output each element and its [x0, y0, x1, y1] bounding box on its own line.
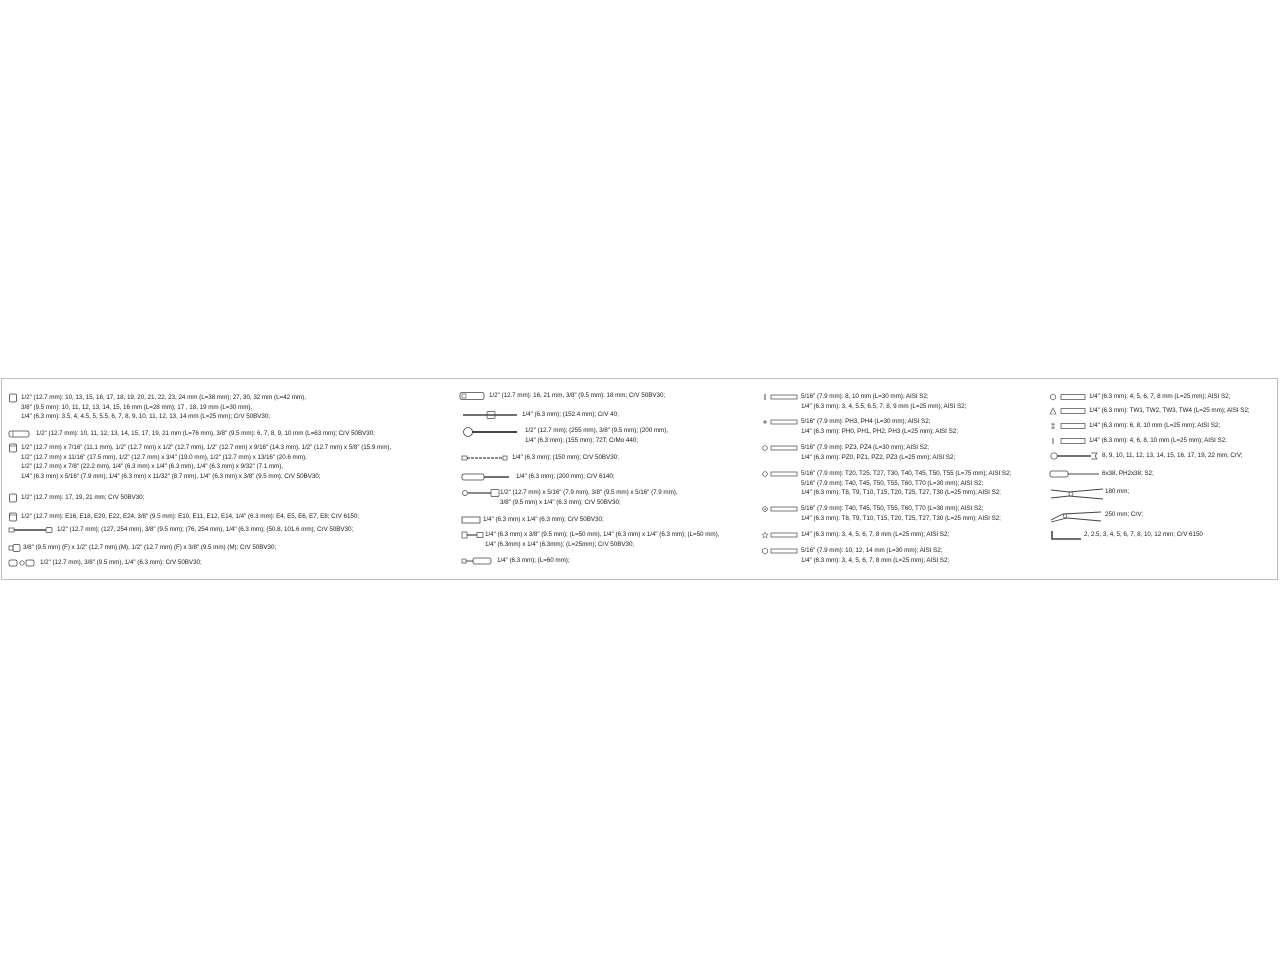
hex-bit-icon [762, 546, 800, 556]
short-socket-icon [8, 393, 18, 403]
spec-line: 1/2" (12.7 mm) x 7/16" (11.1 mm), 1/2" (12.7 mm) x 1/2" (12.7 mm), 1/2" (12.7 mm) x 9/16" (14.3 mm), 1/2" (12.7 mm) x 5/8" (15.9 mm), [21, 444, 392, 451]
spec-line: 1/4" (6.3 mm): T8, T9, T10, T15, T20, T25, T27, T30 (L=25 mm); AISI S2; [801, 489, 1001, 497]
pozidriv-bit-icon [762, 443, 800, 453]
spec-line: 1/4" (6.3 mm): 4, 6, 8, 10 mm (L=25 mm); AISI S2; [1089, 437, 1227, 444]
spec-line: 8, 9, 10, 11, 12, 13, 14, 15, 16, 17, 19, 22 mm; CrV; [1102, 452, 1243, 459]
tamper-torx-bit-icon [762, 504, 800, 514]
spec-line: 1/4" (6.3 mm): 3, 4, 5, 6, 7, 8 mm (L=25 mm); AISI S2; [801, 556, 950, 564]
spec-line: 1/2" (12.7 mm); (255 mm), 3/8" (9.5 mm); (200 mm), [525, 427, 668, 434]
spec-line: 1/2" (12.7 mm) x 7/8" (22.2 mm), 1/4" (6.3 mm) x 1/4" (6.3 mm), 1/4" (6.3 mm) x 9/32" (7.1 mm), [21, 463, 284, 471]
spline-bit-icon [762, 530, 800, 540]
spec-line: 1/4" (6.3 mm); (150 mm); CrV 50BV30; [512, 454, 619, 461]
spec-line: 1/4" (6.3 mm): TW1, TW2, TW3, TW4 (L=25 mm); AISI S2; [1089, 407, 1250, 414]
spec-line: 1/2" (12.7 mm): 10, 11, 12, 13, 14, 15, 17, 19, 21 mm (L=76 mm), 3/8" (9.5 mm): 6, 7, 8, 9, 10 mm (L=63 mm); CrV 50BV30; [36, 430, 375, 437]
spec-line: 3/8" (9.5 mm): 10, 11, 12, 13, 14, 15, 16 mm (L=28 mm); 17 , 18, 19 mm (L=30 mm), [21, 403, 253, 411]
spec-line: 1/4" (6.3 mm) x 5/16" (7.9 mm), 1/4" (6.3 mm) x 11/32" (8.7 mm), 1/4" (6.3 mm) x 3/8" (9.5 mm); CrV 50BV30; [21, 472, 321, 480]
spanner-bit-icon [1049, 421, 1089, 431]
spec-line: 1/4" (6.3 mm); (152.4 mm); CrV 40; [522, 411, 619, 418]
spec-line: 2, 2.5, 3, 4, 5, 6, 7, 8, 10, 12 mm; CrV 6150 [1084, 531, 1203, 538]
spec-line: 1/4" (6.3 mm); (200 mm); CrV 6140; [516, 473, 615, 480]
spec-line: 5/16" (7.9 mm): 8, 10 mm (L=30 mm); AISI S2; [801, 393, 929, 400]
spark-plug-socket-icon [459, 391, 487, 401]
spec-line: 250 mm; CrV; [1105, 511, 1144, 518]
spec-line: 5/16" (7.9 mm): T40, T45, T50, T55, T60, T70 (L=30 mm); AISI S2; [801, 479, 984, 487]
adapter-icon [8, 543, 22, 553]
extension-bar-icon [8, 525, 54, 535]
screwdriver-icon [1049, 469, 1103, 479]
torx-socket-icon [8, 512, 18, 522]
spec-line: 1/4" (6.3 mm); (155 mm); 72T; CrMo 440; [525, 436, 638, 444]
t-bar-icon [461, 410, 519, 420]
spec-line: 5/16" (7.9 mm): 10, 12, 14 mm (L=30 mm); AISI S2; [801, 547, 943, 554]
spec-line: 1/4" (6.3 mm) x 1/4" (6.3 mm); CrV 50BV30; [483, 516, 604, 523]
impact-socket-icon [8, 493, 18, 503]
deep-socket-icon [8, 429, 32, 439]
universal-joint-icon [8, 558, 38, 568]
spec-line: 1/4" (6.3 mm): PZ0, PZ1, PZ2, PZ3 (L=25 mm); AISI S2; [801, 453, 956, 461]
spec-line: 1/4" (6.3 mm): 6, 8, 10 mm (L=25 mm); AISI S2; [1089, 422, 1220, 429]
pliers-icon [1049, 487, 1105, 497]
spec-line: 5/16" (7.9 mm): T40, T45, T50, T55, T60, T70 (L=30 mm); AISI S2; [801, 505, 984, 512]
spec-line: 3/8" (9.5 mm) x 1/4" (6.3 mm); CrV 50BV30; [500, 498, 621, 506]
spec-line: 1/4" (6.3 mm); (L=60 mm); [497, 557, 570, 564]
spec-line: 3/8" (9.5 mm) (F) x 1/2" (12.7 mm) (M), 1/2" (12.7 mm) (F) x 3/8" (9.5 mm) (M); CrV 50BV30; [23, 544, 277, 551]
spec-line: 1/2" (12.7 mm): 16, 21 mm, 3/8" (9.5 mm): 18 mm; CrV 50BV30; [489, 392, 666, 399]
spec-line: 6x38, PH2x38; S2; [1102, 470, 1154, 477]
reducer-adapter-icon [461, 488, 501, 498]
flex-extension-icon [461, 453, 509, 463]
spec-line: 1/4" (6.3 mm): 3.5, 4, 4.5, 5, 5.5, 6, 7, 8, 9, 10, 11, 12, 13, 14 mm (L=25 mm); CrV 50BV30; [21, 413, 270, 421]
spec-line: 1/2" (12.7 mm), 3/8" (9.5 mm), 1/4" (6.3 mm); CrV 50BV30; [40, 559, 202, 566]
spinner-handle-icon [461, 472, 513, 482]
screwdriver-handle-icon [461, 556, 495, 566]
spec-line: 1/2" (12.7 mm): E16, E18, E20, E22, E24, 3/8" (9.5 mm): E10, E11, E12, E14, 1/4" (6.3 mm): E4, E5, E6, E7, E8; CrV 6150; [21, 513, 359, 520]
torx-bit-icon [762, 469, 800, 479]
spec-line: 1/4" (6.3 mm): 3, 4, 5, 6, 7, 8 mm (L=25 mm); AISI S2; [801, 531, 950, 538]
hex-socket-bit-icon [1049, 392, 1089, 402]
spec-line: 5/16" (7.9 mm): T20, T25, T27, T30, T40, T45, T50, T55 (L=75 mm); AISI S2; [801, 470, 1012, 477]
spec-line: 1/2" (12.7 mm) x 5/16" (7.9 mm), 3/8" (9.5 mm) x 5/16" (7.9 mm), [500, 489, 678, 496]
spec-line: 1/2" (12.7 mm): 10, 13, 15, 16, 17, 18, 19, 20, 21, 22, 23, 24 mm (L=38 mm); 27, 30, 32 mm (L=42 mm), [21, 394, 306, 401]
spec-line: 1/2" (12.7 mm); (127, 254 mm), 3/8" (9.5 mm); (76, 254 mm), 1/4" (6.3 mm); (50.8, 101.6 mm); CrV 50BV30; [57, 526, 354, 533]
tri-wing-bit-icon [1049, 406, 1089, 416]
spec-line: 1/4" (6.3mm) x 1/4" (6.3mm); (L=25mm); CrV 50BV30; [485, 540, 635, 548]
bit-adapter-icon [461, 515, 483, 525]
water-pump-pliers-icon [1049, 510, 1105, 520]
spec-line: 1/2" (12.7 mm): 17, 19, 21 mm; CrV 50BV30; [21, 494, 145, 501]
inch-socket-icon [8, 443, 18, 453]
spec-line: 1/2" (12.7 mm) x 11/16" (17.5 mm), 1/2" (12.7 mm) x 3/4" (19.0 mm), 1/2" (12.7 mm) x 13/16" (20.6 mm), [21, 453, 307, 461]
tool-set-contents-panel [1, 378, 1278, 580]
bit-holder-icon [461, 530, 485, 540]
spec-line: 1/4" (6.3 mm): 4, 5, 6, 7, 8 mm (L=25 mm); AISI S2; [1089, 393, 1231, 400]
combination-wrench-icon [1049, 451, 1101, 461]
ratchet-icon [461, 426, 521, 436]
spec-line: 1/4" (6.3 mm): T8, T9, T10, T15, T20, T25, T27, T30 (L=25 mm); AISI S2; [801, 514, 1001, 522]
spec-line: 1/4" (6.3 mm) x 3/8" (9.5 mm); (L=50 mm), 1/4" (6.3 mm) x 1/4" (6.3 mm); (L=50 mm), [485, 531, 720, 538]
slotted-bit-icon [1049, 436, 1089, 446]
spec-line: 180 mm; [1105, 488, 1130, 495]
spec-line: 5/16" (7.9 mm): PZ3, PZ4 (L=30 mm); AISI S2; [801, 444, 929, 451]
hex-key-icon [1049, 530, 1085, 540]
flat-bit-icon [762, 392, 800, 402]
phillips-bit-icon [762, 417, 800, 427]
spec-line: 5/16" (7.9 mm): PH3, PH4 (L=30 mm); AISI S2; [801, 418, 931, 425]
spec-line: 1/4" (6.3 mm): PH0, PH1, PH2, PH3 (L=25 mm); AISI S2; [801, 427, 958, 435]
spec-line: 1/4" (6.3 mm): 3, 4, 5.5, 6.5, 7, 8, 9 mm (L=25 mm); AISI S2; [801, 402, 967, 410]
